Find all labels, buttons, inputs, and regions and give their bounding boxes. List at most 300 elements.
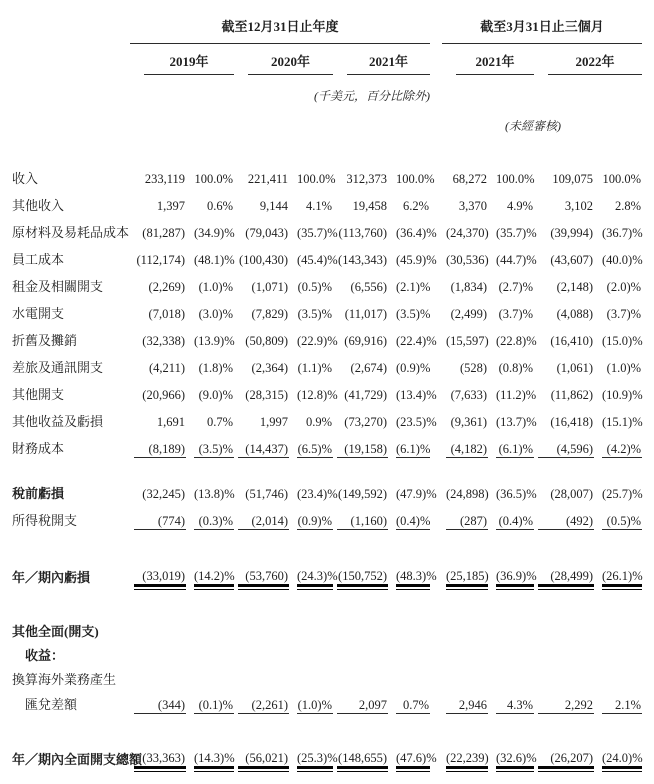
group-gap xyxy=(430,0,442,44)
percent-cell xyxy=(488,481,537,508)
cell-value: 2,292 xyxy=(538,698,594,714)
amount-cell xyxy=(130,620,186,644)
cell-value: (113,760) xyxy=(338,226,387,240)
percent-cell xyxy=(388,436,430,463)
amount-cell xyxy=(130,247,186,274)
amount-cell xyxy=(534,565,594,592)
amount-cell xyxy=(130,668,186,692)
amount-cell xyxy=(333,247,388,274)
percent-cell xyxy=(488,436,534,463)
percent-cell xyxy=(594,193,642,220)
cell-value: (100,430) xyxy=(239,253,288,267)
row-label xyxy=(12,481,130,508)
row-label xyxy=(12,508,130,535)
amount-cell xyxy=(534,328,594,355)
percent-cell xyxy=(289,409,333,436)
cell-value: (36.9)% xyxy=(496,569,534,587)
amount-cell xyxy=(534,747,594,774)
percent-cell xyxy=(594,747,642,774)
cell-value: (0.5)% xyxy=(297,280,332,294)
cell-value: (79,043) xyxy=(245,226,288,240)
percent-cell xyxy=(186,328,234,355)
percent-cell xyxy=(289,508,333,535)
amount-cell xyxy=(534,220,594,247)
cell-value: (48.1)% xyxy=(194,253,235,267)
amount-cell xyxy=(442,747,488,774)
cell-value: (22.8)% xyxy=(496,334,537,348)
cell-value: (143,343) xyxy=(338,253,387,267)
percent-cell xyxy=(488,355,534,382)
row-label xyxy=(12,747,143,774)
percent-cell xyxy=(186,382,234,409)
row-label-text: 年／期內全面開支總額 xyxy=(12,752,143,767)
cell-value: (15.0)% xyxy=(602,334,643,348)
percent-cell xyxy=(594,247,642,274)
cell-value: (3.5)% xyxy=(396,307,431,321)
row-spacer xyxy=(12,463,642,481)
amount-cell xyxy=(442,692,488,719)
year-header-2019: 2019年 xyxy=(144,44,234,75)
label-col-spacer xyxy=(12,0,130,44)
cell-value: 0.6% xyxy=(206,199,233,213)
cell-value: (16,410) xyxy=(550,334,594,348)
amount-cell xyxy=(234,508,289,535)
amount-cell xyxy=(442,328,488,355)
cell-value: (2,674) xyxy=(350,361,387,375)
group-gap xyxy=(430,44,442,76)
year-header-2021: 2021年 xyxy=(347,44,430,75)
cell-value: (12.8)% xyxy=(297,388,338,402)
percent-cell xyxy=(186,668,234,692)
cell-value: (4,596) xyxy=(538,442,594,458)
percent-cell xyxy=(289,481,338,508)
amount-cell xyxy=(442,620,488,644)
percent-cell xyxy=(488,382,537,409)
percent-cell xyxy=(488,692,534,719)
amount-cell xyxy=(130,436,186,463)
amount-cell xyxy=(333,508,388,535)
cell-value: 4.1% xyxy=(305,199,332,213)
table-row xyxy=(12,644,642,668)
cell-value: (0.4)% xyxy=(496,514,534,530)
cell-value: (1,071) xyxy=(251,280,288,294)
table-row xyxy=(12,274,642,301)
table-row xyxy=(12,409,642,436)
percent-cell xyxy=(488,668,534,692)
amount-cell xyxy=(534,508,594,535)
cell-value: (35.7)% xyxy=(297,226,338,240)
percent-cell xyxy=(488,328,537,355)
cell-value: (28,499) xyxy=(538,569,594,587)
row-spacer xyxy=(12,137,642,166)
percent-cell xyxy=(388,747,437,774)
percent-cell xyxy=(594,565,642,592)
table-row xyxy=(12,166,642,193)
row-spacer xyxy=(12,719,642,747)
percent-cell xyxy=(289,274,333,301)
cell-value: (32.6)% xyxy=(496,751,534,769)
cell-value: (15,597) xyxy=(446,334,489,348)
amount-cell xyxy=(130,382,186,409)
table-row xyxy=(12,692,642,719)
percent-cell xyxy=(186,565,234,592)
cell-value: (0.1)% xyxy=(194,698,234,714)
amount-cell xyxy=(333,382,388,409)
amount-cell xyxy=(333,692,388,719)
cell-value: (4.2)% xyxy=(602,442,642,458)
cell-value: (2.0)% xyxy=(606,280,642,294)
amount-cell xyxy=(333,436,388,463)
cell-value: 9,144 xyxy=(259,199,288,213)
cell-value: (2,261) xyxy=(238,698,289,714)
amount-cell xyxy=(534,409,594,436)
percent-cell xyxy=(594,328,642,355)
cell-value: (24,370) xyxy=(446,226,489,240)
percent-cell xyxy=(388,355,430,382)
group-gap xyxy=(430,274,442,301)
amount-cell xyxy=(333,620,388,644)
percent-cell xyxy=(388,166,435,193)
percent-cell xyxy=(594,166,642,193)
percent-cell xyxy=(289,301,333,328)
amount-cell xyxy=(442,508,488,535)
percent-cell xyxy=(594,481,642,508)
row-label-text: 水電開支 xyxy=(12,306,65,321)
amount-cell xyxy=(234,409,289,436)
cell-value: (6.1)% xyxy=(496,442,534,458)
cell-value: 100.0% xyxy=(496,172,535,186)
cell-value: (47.9)% xyxy=(396,487,437,501)
percent-cell xyxy=(488,747,537,774)
amount-cell xyxy=(130,747,186,774)
amount-cell xyxy=(130,644,186,668)
cell-value: (41,729) xyxy=(344,388,387,402)
cell-value: (1.0)% xyxy=(198,280,233,294)
cell-value: (6.5)% xyxy=(297,442,332,456)
label-col-spacer xyxy=(12,44,130,76)
percent-cell xyxy=(186,301,234,328)
cell-value: (0.3)% xyxy=(194,514,234,530)
cell-value: (28,007) xyxy=(550,487,594,501)
row-label-text: 員工成本 xyxy=(12,252,65,267)
cell-value: (3.5)% xyxy=(297,307,332,321)
cell-value: 100.0% xyxy=(194,172,233,186)
cell-value: 19,458 xyxy=(352,199,387,213)
row-label xyxy=(12,692,130,719)
percent-cell xyxy=(186,193,234,220)
row-label xyxy=(12,274,130,301)
amount-cell xyxy=(234,247,289,274)
amount-cell xyxy=(442,644,488,668)
cell-value: (81,287) xyxy=(142,226,185,240)
percent-cell xyxy=(488,166,534,193)
amount-cell xyxy=(234,382,289,409)
cell-value: (4,088) xyxy=(556,307,594,321)
amount-cell xyxy=(333,747,388,774)
row-label-text: 原材料及易耗品成本 xyxy=(12,225,130,240)
percent-cell xyxy=(594,436,642,463)
amount-cell xyxy=(442,565,488,592)
year-header-2020: 2020年 xyxy=(248,44,333,75)
row-label-text: 稅前虧損 xyxy=(12,486,65,501)
percent-cell xyxy=(488,247,537,274)
table-row xyxy=(12,747,642,774)
amount-cell xyxy=(333,301,388,328)
cell-value: (7,829) xyxy=(251,307,288,321)
cell-value: (9.0)% xyxy=(198,388,233,402)
percent-cell xyxy=(488,644,534,668)
row-label-text: 換算海外業務產生 xyxy=(12,672,117,687)
year-header-row xyxy=(12,44,642,76)
percent-cell xyxy=(186,692,234,719)
percent-cell xyxy=(388,620,430,644)
percent-cell xyxy=(186,436,234,463)
cell-value: (23.5)% xyxy=(396,415,437,429)
cell-value: (14.3)% xyxy=(194,751,234,769)
percent-cell xyxy=(388,193,430,220)
percent-cell xyxy=(388,692,430,719)
percent-cell xyxy=(388,247,437,274)
percent-cell xyxy=(388,409,437,436)
cell-value: (9,361) xyxy=(450,415,488,429)
percent-cell xyxy=(594,301,642,328)
cell-value: (1.0)% xyxy=(606,361,642,375)
percent-cell xyxy=(289,247,338,274)
amount-cell xyxy=(442,481,488,508)
cell-value: (11,017) xyxy=(344,307,387,321)
percent-cell xyxy=(289,565,338,592)
cell-value: (287) xyxy=(446,514,488,530)
cell-value: (11,862) xyxy=(550,388,594,402)
cell-value: (7,018) xyxy=(148,307,185,321)
percent-cell xyxy=(186,481,234,508)
amount-cell xyxy=(234,620,289,644)
cell-value: 4.3% xyxy=(496,698,534,714)
amount-cell xyxy=(234,668,289,692)
cell-value: (492) xyxy=(538,514,594,530)
amount-cell xyxy=(234,436,289,463)
cell-value: (2,014) xyxy=(238,514,289,530)
percent-cell xyxy=(594,644,642,668)
amount-cell xyxy=(534,193,594,220)
percent-cell xyxy=(289,692,333,719)
cell-value: (2.1)% xyxy=(396,280,431,294)
row-label-text: 收入 xyxy=(12,171,39,186)
year-header-q1-2021: 2021年 xyxy=(456,44,534,75)
cell-value: (3.7)% xyxy=(498,307,534,321)
row-label-text: 租金及相關開支 xyxy=(12,279,104,294)
cell-value: (51,746) xyxy=(245,487,288,501)
amount-cell xyxy=(333,409,388,436)
percent-cell xyxy=(388,481,437,508)
cell-value: (22.9)% xyxy=(297,334,338,348)
amount-cell xyxy=(130,565,186,592)
group-gap xyxy=(430,436,442,463)
percent-cell xyxy=(388,644,430,668)
amount-cell xyxy=(234,193,289,220)
cell-value: (40.0)% xyxy=(602,253,643,267)
amount-cell xyxy=(234,301,289,328)
row-label xyxy=(12,668,130,692)
percent-cell xyxy=(186,747,234,774)
amount-cell xyxy=(234,220,289,247)
percent-cell xyxy=(388,328,437,355)
cell-value: (0.4)% xyxy=(396,514,431,528)
cell-value: (69,916) xyxy=(344,334,387,348)
cell-value: (26,207) xyxy=(538,751,594,769)
table-row xyxy=(12,436,642,463)
cell-value: (1.8)% xyxy=(198,361,233,375)
amount-cell xyxy=(333,220,388,247)
cell-value: 109,075 xyxy=(552,172,594,186)
amount-cell xyxy=(234,355,289,382)
cell-value: 1,997 xyxy=(259,415,288,429)
percent-cell xyxy=(186,355,234,382)
cell-value: (15.1)% xyxy=(602,415,643,429)
percent-cell xyxy=(594,620,642,644)
cell-value: (13.9)% xyxy=(194,334,235,348)
cell-value: (4,182) xyxy=(446,442,488,458)
group-gap xyxy=(430,644,442,668)
cell-value: (150,752) xyxy=(337,569,388,587)
cell-value: (3.7)% xyxy=(606,307,642,321)
amount-cell xyxy=(442,247,488,274)
cell-value: (3.0)% xyxy=(198,307,233,321)
cell-value: (13.7)% xyxy=(496,415,537,429)
quarterly-period-header: 截至3月31日止三個月 xyxy=(442,0,642,44)
group-gap xyxy=(430,692,442,719)
cell-value: (4,211) xyxy=(149,361,185,375)
percent-cell xyxy=(289,193,333,220)
amount-cell xyxy=(130,166,186,193)
cell-value: 233,119 xyxy=(144,172,185,186)
percent-cell xyxy=(594,220,642,247)
amount-cell xyxy=(442,436,488,463)
cell-value: (32,338) xyxy=(142,334,185,348)
row-label-text: 年／期內虧損 xyxy=(12,570,91,585)
percent-cell xyxy=(289,747,338,774)
amount-cell xyxy=(534,274,594,301)
percent-cell xyxy=(488,409,537,436)
table-row xyxy=(12,328,642,355)
cell-value: (26.1)% xyxy=(602,569,642,587)
amount-cell xyxy=(234,166,289,193)
row-spacer xyxy=(12,535,642,565)
cell-value: (11.2)% xyxy=(496,388,537,402)
percent-cell xyxy=(388,301,430,328)
cell-value: (22,239) xyxy=(446,751,488,769)
table-row xyxy=(12,247,642,274)
amount-cell xyxy=(333,193,388,220)
amount-cell xyxy=(234,692,289,719)
cell-value: (528) xyxy=(459,361,488,375)
table-row xyxy=(12,508,642,535)
cell-value: (344) xyxy=(134,698,186,714)
cell-value: (24.3)% xyxy=(297,569,333,587)
cell-value: (45.9)% xyxy=(396,253,437,267)
amount-cell xyxy=(534,382,594,409)
cell-value: (6.1)% xyxy=(396,442,431,456)
cell-value: (47.6)% xyxy=(396,751,430,769)
percent-cell xyxy=(186,247,234,274)
amount-cell xyxy=(333,166,388,193)
percent-cell xyxy=(488,301,534,328)
group-gap xyxy=(430,668,442,692)
row-label-text: 差旅及通訊開支 xyxy=(12,360,104,375)
cell-value: (30,536) xyxy=(446,253,489,267)
row-label xyxy=(12,166,130,193)
year-header-q1-2022: 2022年 xyxy=(548,44,642,75)
audit-note: (未經審核) xyxy=(505,119,562,133)
cell-value: (24.0)% xyxy=(602,751,642,769)
table-row xyxy=(12,382,642,409)
cell-value: 3,370 xyxy=(458,199,488,213)
cell-value: (28,315) xyxy=(245,388,288,402)
amount-cell xyxy=(442,166,488,193)
cell-value: (19,158) xyxy=(337,442,388,458)
cell-value: (25,185) xyxy=(446,569,488,587)
percent-cell xyxy=(289,166,336,193)
percent-cell xyxy=(388,668,430,692)
row-label-text: 其他收入 xyxy=(12,198,65,213)
cell-value: (48.3)% xyxy=(396,569,430,587)
cell-value: 4.9% xyxy=(506,199,534,213)
table-body xyxy=(12,137,642,774)
percent-cell xyxy=(289,328,338,355)
row-label xyxy=(12,355,130,382)
row-spacer xyxy=(12,592,642,620)
percent-cell xyxy=(488,220,537,247)
row-label-text: 折舊及攤銷 xyxy=(12,333,78,348)
cell-value: 2,946 xyxy=(446,698,488,714)
table-row xyxy=(12,565,642,592)
percent-cell xyxy=(388,565,437,592)
amount-cell xyxy=(130,301,186,328)
row-label xyxy=(12,644,130,668)
group-gap xyxy=(430,301,442,328)
unit-note: (千美元，百分比除外) xyxy=(314,89,431,103)
cell-value: (33,363) xyxy=(134,751,186,769)
row-label-text: 所得稅開支 xyxy=(12,513,78,528)
cell-value: 0.7% xyxy=(206,415,233,429)
percent-cell xyxy=(289,382,338,409)
amount-cell xyxy=(130,355,186,382)
cell-value: (13.4)% xyxy=(396,388,437,402)
percent-cell xyxy=(488,565,537,592)
row-label-text: 其他全面(開支) xyxy=(12,624,99,639)
group-gap xyxy=(430,508,442,535)
cell-value: (1,834) xyxy=(450,280,488,294)
cell-value: 3,102 xyxy=(564,199,594,213)
cell-value: (43,607) xyxy=(550,253,594,267)
row-label xyxy=(12,382,130,409)
percent-cell xyxy=(186,274,234,301)
percent-cell xyxy=(186,166,234,193)
percent-cell xyxy=(289,620,333,644)
row-label xyxy=(12,409,130,436)
amount-cell xyxy=(234,274,289,301)
row-label-text: 財務成本 xyxy=(12,441,65,456)
cell-value: (7,633) xyxy=(450,388,488,402)
cell-value: (25.3)% xyxy=(297,751,333,769)
cell-value: 2,097 xyxy=(337,698,388,714)
amount-cell xyxy=(442,668,488,692)
percent-cell xyxy=(488,274,534,301)
cell-value: (14,437) xyxy=(238,442,289,458)
cell-value: (53,760) xyxy=(238,569,289,587)
amount-cell xyxy=(442,274,488,301)
cell-value: 1,397 xyxy=(156,199,185,213)
